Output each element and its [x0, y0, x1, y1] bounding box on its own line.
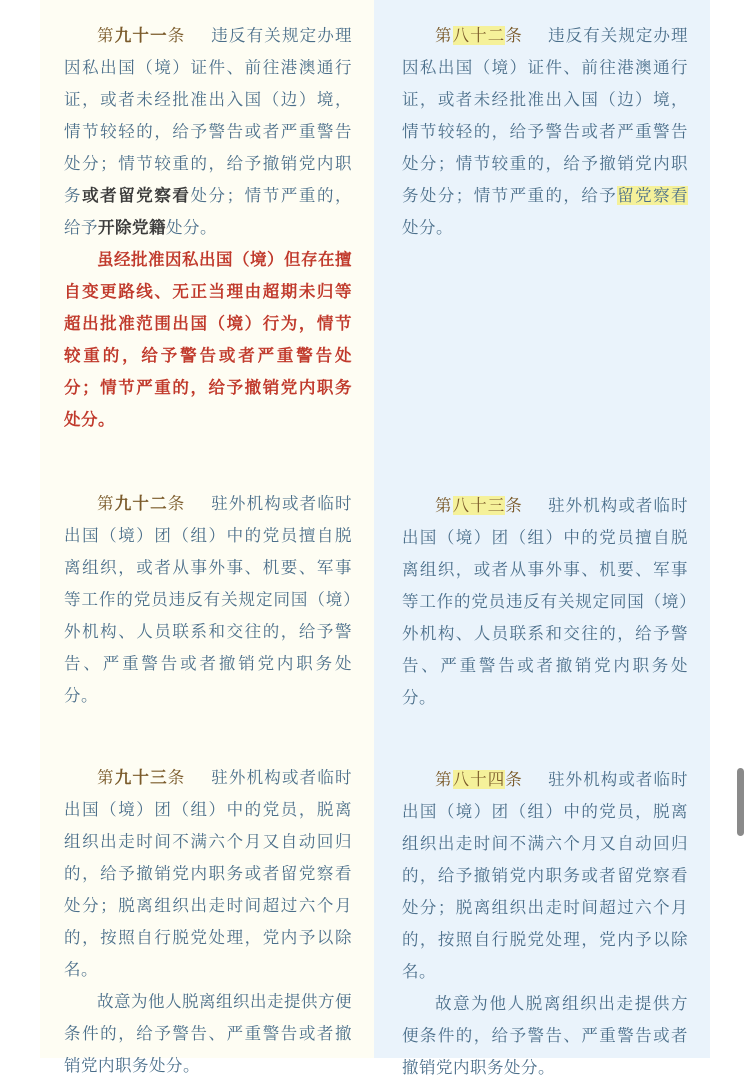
article-84-paragraph-2: 故意为他人脱离组织出走提供方便条件的，给予警告、严重警告或者撤销党内职务处分。 — [402, 994, 688, 1077]
article-84-number: 第八十四条 — [435, 770, 523, 789]
new-regulation-column — [40, 0, 374, 1075]
article-91: 第九十一条 违反有关规定办理因私出国（境）证件、前往港澳通行证，或者未经批准出入国（边）境，情节较轻的，给予警告或者严重警告处分；情节较重的，给予撤销党内职务或者留党察看处分；情节严重的，给予开除党籍处分。 — [64, 26, 353, 237]
old-regulation-column — [374, 0, 710, 1077]
article-82: 第八十二条 违反有关规定办理因私出国（境）证件、前往港澳通行证，或者未经批准出入国（边）境，情节较轻的，给予警告或者严重警告处分；情节较重的，给予撤销党内职务处分；情节严重的，给予留党察看处分。 — [402, 26, 689, 237]
article-92: 第九十二条 驻外机构或者临时出国（境）团（组）中的党员擅自脱离组织，或者从事外事、机要、军事等工作的党员违反有关规定同国（境）外机构、人员联系和交往的，给予警告、严重警告或者撤销党内职务处分。 — [64, 494, 353, 705]
article-93-paragraph-2: 故意为他人脱离组织出走提供方便条件的，给予警告、严重警告或者撤销党内职务处分。 — [64, 992, 352, 1075]
article-91-number: 第九十一条 — [97, 26, 186, 45]
article-93: 第九十三条 驻外机构或者临时出国（境）团（组）中的党员，脱离组织出走时间不满六个月又自动回归的，给予撤销党内职务或者留党察看处分；脱离组织出走时间超过六个月的，按照自行脱党处理，党内予以除名。 — [64, 768, 353, 979]
article-93-number: 第九十三条 — [97, 768, 186, 787]
article-92-number: 第九十二条 — [97, 494, 186, 513]
article-82-number: 第八十二条 — [435, 26, 523, 45]
added-phrase-1: 或者留党察看 — [82, 186, 191, 205]
article-84: 第八十四条 驻外机构或者临时出国（境）团（组）中的党员，脱离组织出走时间不满六个月又自动回归的，给予撤销党内职务或者留党察看处分；脱离组织出走时间超过六个月的，按照自行脱党处理，党内予以除名。 — [402, 770, 689, 981]
article-91-added-paragraph: 虽经批准因私出国（境）但存在擅自变更路线、无正当理由超期未归等超出批准范围出国（境）行为，情节较重的，给予警告或者严重警告处分；情节严重的，给予撤销党内职务处分。 — [64, 250, 352, 429]
article-83-number: 第八十三条 — [435, 496, 523, 515]
highlighted-phrase: 留党察看 — [617, 186, 689, 205]
article-83: 第八十三条 驻外机构或者临时出国（境）团（组）中的党员擅自脱离组织，或者从事外事、机要、军事等工作的党员违反有关规定同国（境）外机构、人员联系和交往的，给予警告、严重警告或者撤销党内职务处分。 — [402, 496, 689, 707]
scrollbar-thumb[interactable] — [737, 768, 744, 836]
added-phrase-2: 开除党籍 — [98, 218, 166, 237]
